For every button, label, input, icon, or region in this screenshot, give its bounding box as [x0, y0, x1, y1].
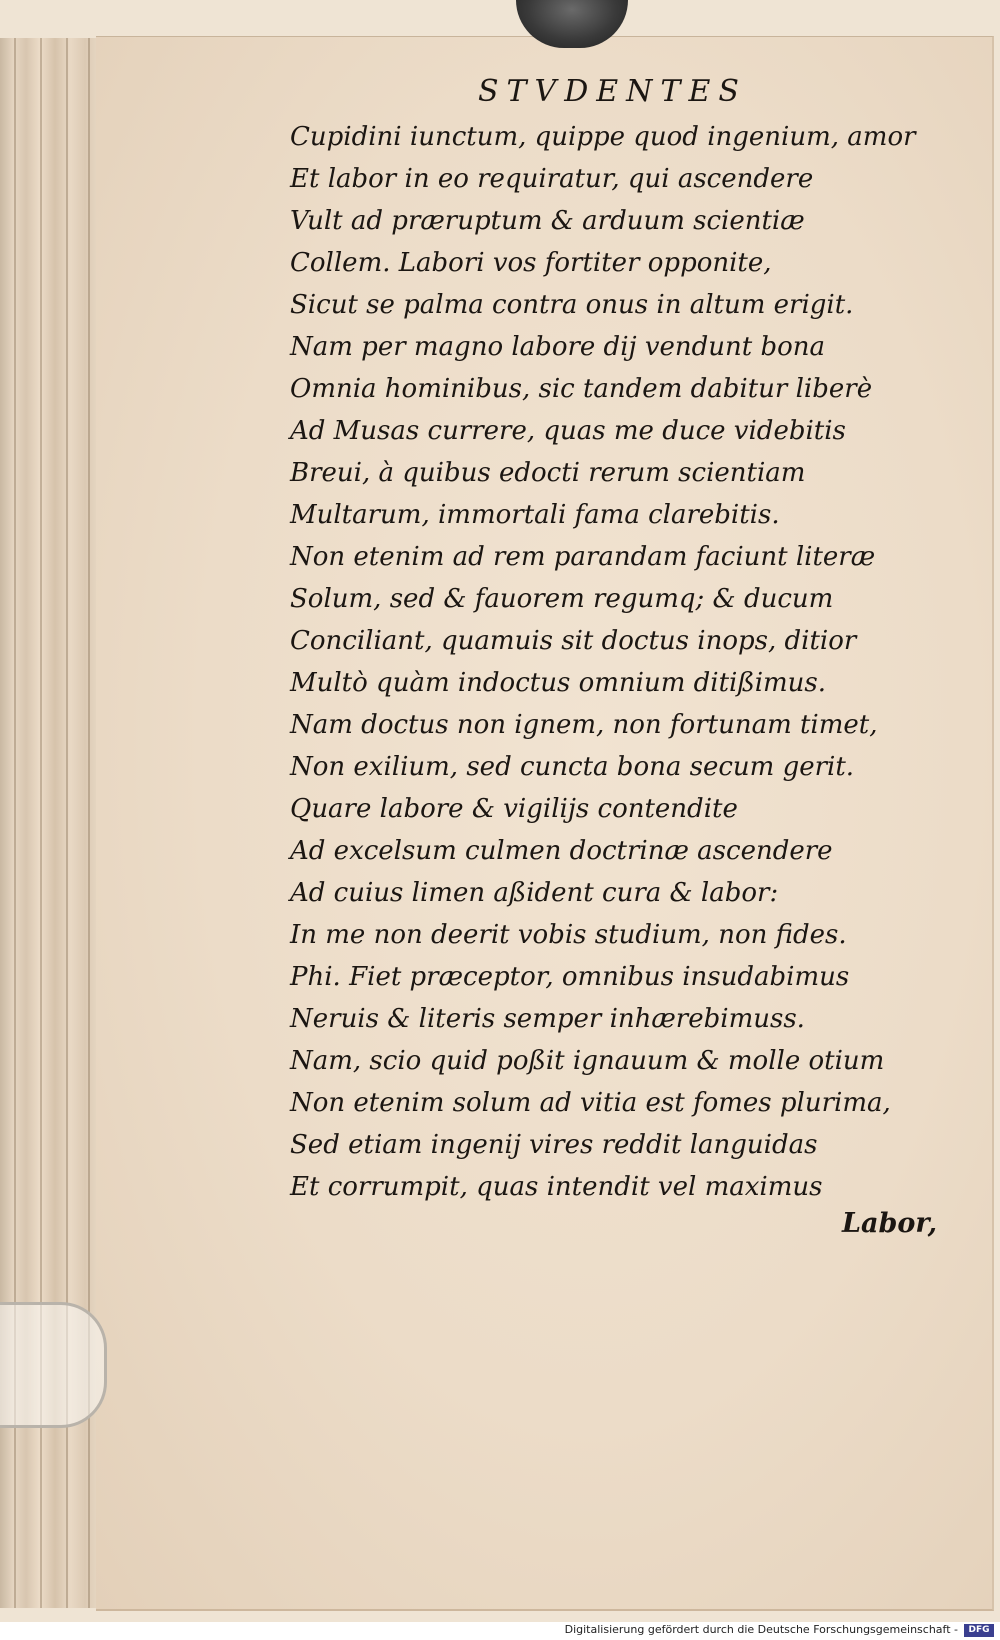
verse-line: Et labor in eo requiratur, qui ascendere	[290, 164, 814, 194]
verse-line: Ad excelsum culmen doctrinæ ascendere	[290, 836, 833, 866]
verse-line: Quare labore & vigilijs contendite	[290, 794, 738, 824]
verse-line: Conciliant, quamuis sit doctus inops, ditior	[290, 626, 857, 656]
verse-line: Ad Musas currere, quas me duce videbitis	[290, 416, 846, 446]
verse-line: Et corrumpit, quas intendit vel maximus	[290, 1172, 823, 1202]
catchword: Labor,	[842, 1208, 938, 1239]
verse-line: Ad cuius limen aßident cura & labor:	[290, 878, 779, 908]
verse-line: Sed etiam ingenij vires reddit languidas	[290, 1130, 818, 1160]
verse-line: Non etenim solum ad vitia est fomes plurima,	[290, 1088, 891, 1118]
funding-credit: Digitalisierung gefördert durch die Deutsche Forschungsgemeinschaft -	[564, 1623, 958, 1636]
running-head: STVDENTES	[478, 74, 747, 109]
verse-text	[290, 116, 940, 1208]
verse-line: Multarum, immortali fama clarebitis.	[290, 500, 780, 530]
verse-line: Phi. Fiet præceptor, omnibus insudabimus	[290, 962, 850, 992]
verse-line: Sicut se palma contra onus in altum erigit.	[290, 290, 854, 320]
verse-line: Vult ad præruptum & arduum scientiæ	[290, 206, 805, 236]
verse-line: Nam, scio quid poßit ignauum & molle otium	[290, 1046, 885, 1076]
dfg-logo: DFG	[964, 1624, 994, 1637]
verse-line: Non exilium, sed cuncta bona secum gerit.	[290, 752, 855, 782]
verse-line: Non etenim ad rem parandam faciunt literæ	[290, 542, 876, 572]
verse-line: In me non deerit vobis studium, non fides.	[290, 920, 847, 950]
verse-line: Cupidini iunctum, quippe quod ingenium, amor	[290, 122, 916, 152]
verse-line: Neruis & literis semper inhærebimuss.	[290, 1004, 805, 1034]
page-clip	[0, 1302, 107, 1428]
verse-line: Nam per magno labore dij vendunt bona	[290, 332, 826, 362]
verse-line: Nam doctus non ignem, non fortunam timet,	[290, 710, 878, 740]
footer-bar	[0, 1622, 1000, 1640]
verse-line: Breui, à quibus edocti rerum scientiam	[290, 458, 806, 488]
verse-line: Multò quàm indoctus omnium ditißimus.	[290, 668, 827, 698]
verse-line: Solum, sed & fauorem regumq; & ducum	[290, 584, 834, 614]
verse-line: Omnia hominibus, sic tandem dabitur liberè	[290, 374, 873, 404]
verse-line: Collem. Labori vos fortiter opponite,	[290, 248, 772, 278]
